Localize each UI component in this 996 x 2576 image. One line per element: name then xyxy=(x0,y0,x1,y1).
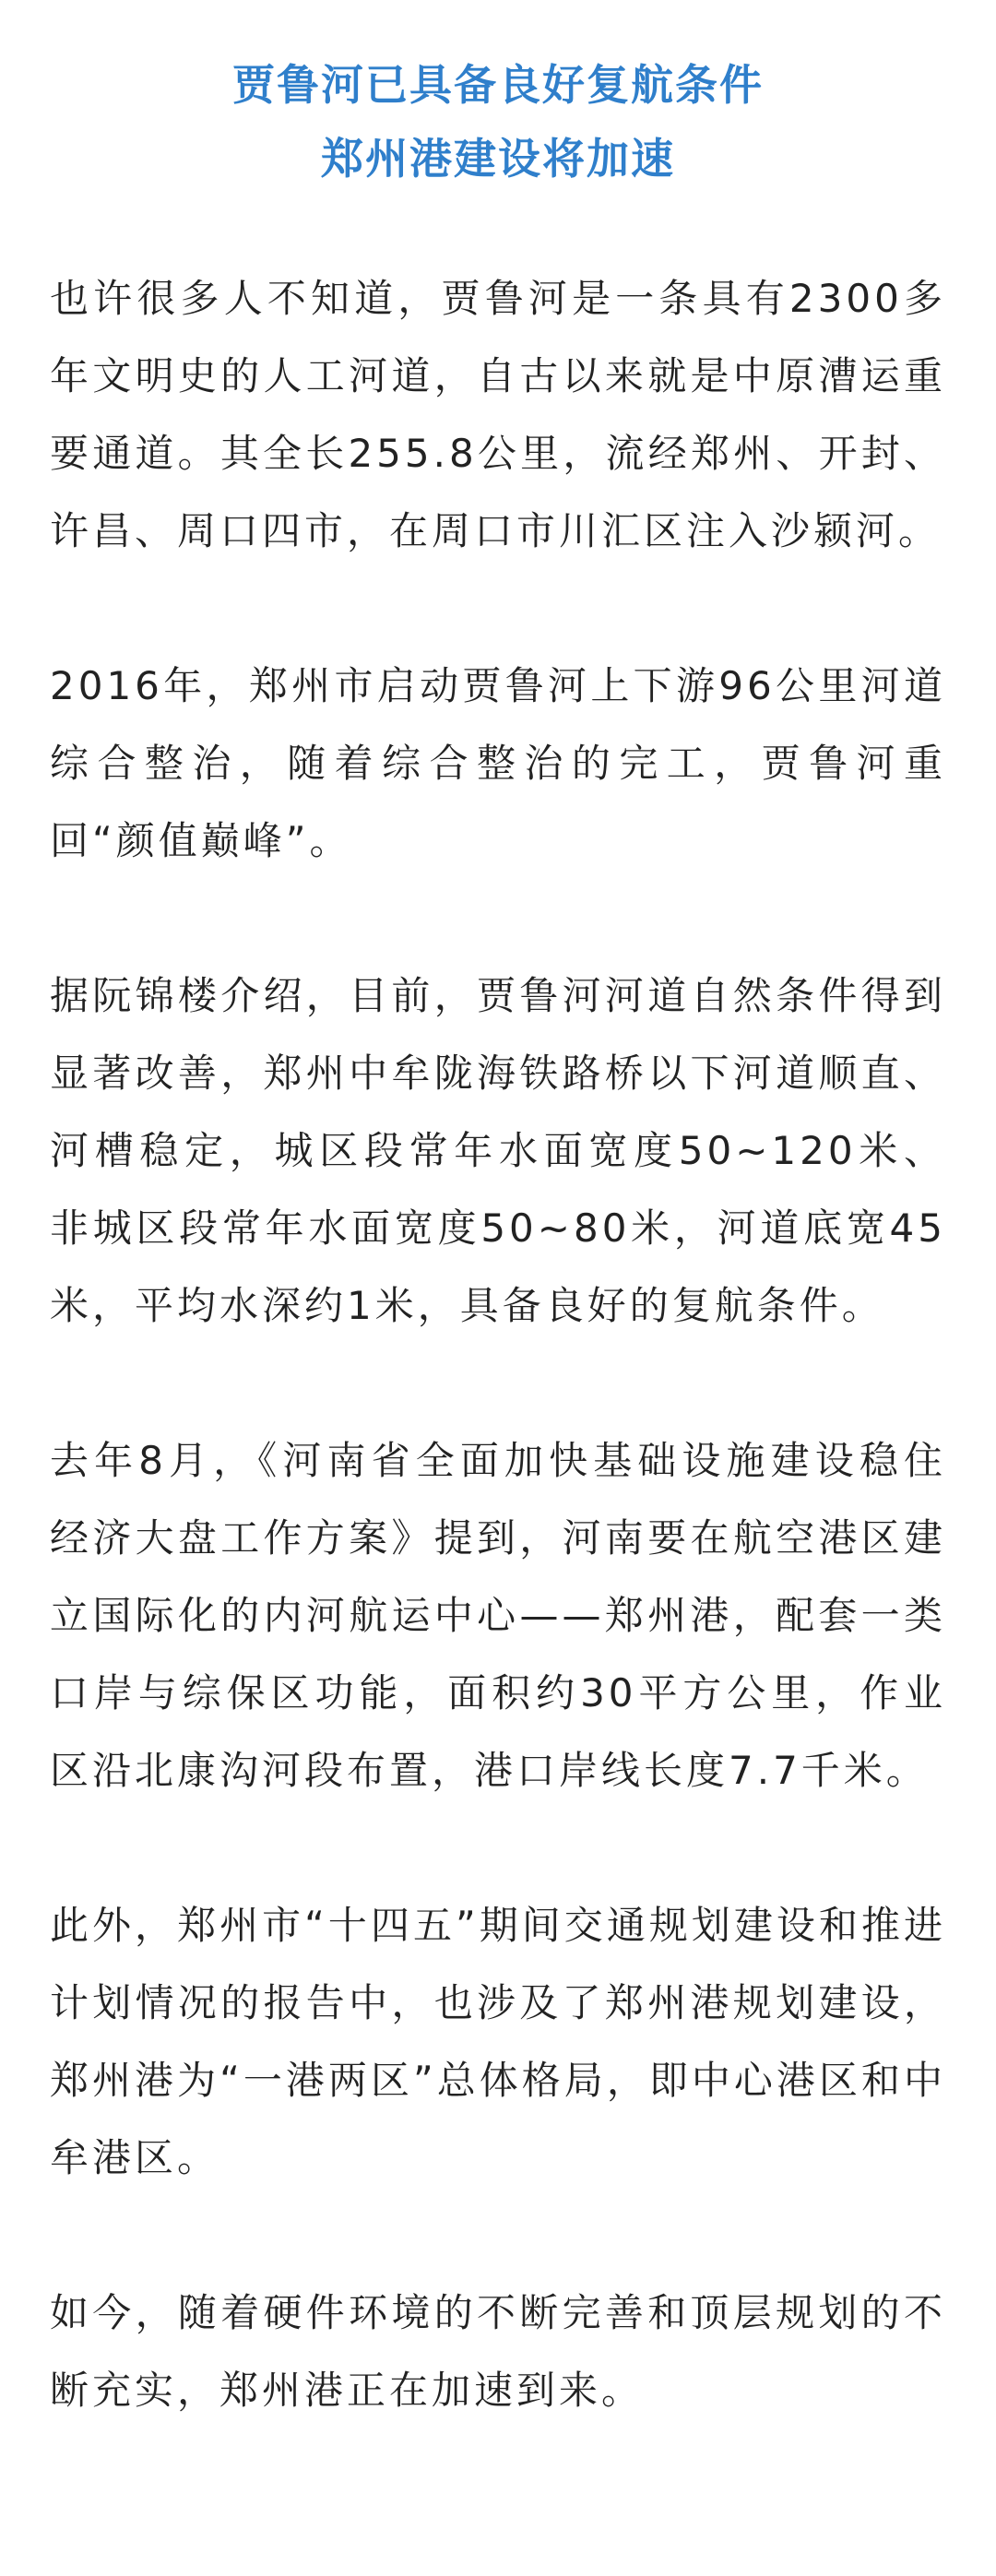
paragraph-plan: 去年8月，《河南省全面加快基础设施建设稳住经济大盘工作方案》提到，河南要在航空港区建立国际化的内河航运中心——郑州港，配套一类口岸与综保区功能，面积约30平方公里，作业区沿北康沟河段布置，港口岸线长度7.7千米。 xyxy=(50,1438,946,1793)
headline-line-1: 贾鲁河已具备良好复航条件 xyxy=(232,60,764,110)
paragraph-intro: 也许很多人不知道，贾鲁河是一条具有2300多年文明史的人工河道，自古以来就是中原漕运重要通道。其全长255.8公里，流经郑州、开封、许昌、周口四市，在周口市川汇区注入沙颍河。 xyxy=(50,276,946,553)
article-headline xyxy=(50,0,946,196)
paragraph-conditions: 据阮锦楼介绍，目前，贾鲁河河道自然条件得到显著改善，郑州中牟陇海铁路桥以下河道顺直、河槽稳定，城区段常年水面宽度50~120米、非城区段常年水面宽度50~80米，河道底宽45米，平均水深约1米，具备良好的复航条件。 xyxy=(50,973,946,1328)
headline-line-2: 郑州港建设将加速 xyxy=(321,134,675,184)
article-body xyxy=(50,260,946,2429)
paragraph-conclusion: 如今，随着硬件环境的不断完善和顶层规划的不断充实，郑州港正在加速到来。 xyxy=(50,2290,946,2413)
paragraph-renovation: 2016年，郑州市启动贾鲁河上下游96公里河道综合整治，随着综合整治的完工，贾鲁河重回“颜值巅峰”。 xyxy=(50,663,946,863)
paragraph-report: 此外，郑州市“十四五”期间交通规划建设和推进计划情况的报告中，也涉及了郑州港规划建设，郑州港为“一港两区”总体格局，即中心港区和中牟港区。 xyxy=(50,1903,946,2180)
